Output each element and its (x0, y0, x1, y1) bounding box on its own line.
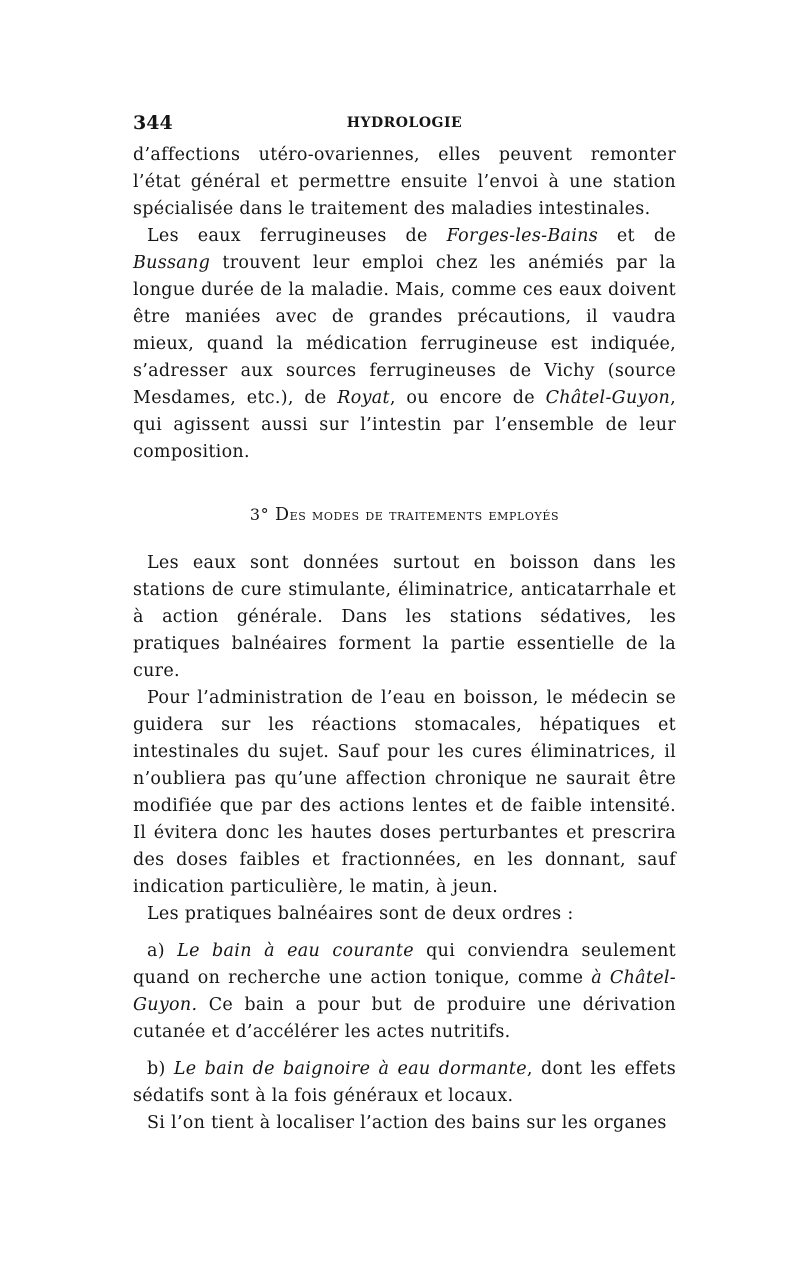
list-item-a (133, 938, 676, 1046)
text-run: , qui agissent aussi sur l’intestin par l’ensemble de leur composition. (133, 388, 676, 462)
section-heading (133, 501, 676, 529)
paragraph-treatment-modes: Les eaux sont données surtout en boisson dans les stations de cure stimulante, éliminatrice, anticatarrhale et à action générale. Dans les stations sédatives, les pratiques balnéaires forment la partie essentielle de la cure. (133, 553, 676, 681)
place-name-chatel-guyon: Châtel-Guyon (545, 388, 671, 408)
book-page (133, 112, 676, 1137)
text-run: trouvent leur emploi chez les anémiés par la longue durée de la maladie. Mais, comme ces eaux doivent être maniées avec de grandes précautions, il vaudra mieux, quand la médication ferrugineuse est indiquée, s’adresser aux sources ferrugineuses de Vichy (source Mesdames, etc.), de (133, 253, 676, 408)
paragraph-continuation: d’affections utéro-ovariennes, elles peuvent remonter l’état général et permettre ensuite l’envoi à une station spécialisée dans le traitement des maladies intestinales. (133, 145, 676, 219)
text-run: , dont les effets sédatifs sont à la fois généraux et locaux. (133, 1059, 676, 1106)
section-heading-initial: D (274, 505, 290, 525)
paragraph-ferruginous-waters (133, 223, 676, 466)
running-title: HYDROLOGIE (346, 115, 463, 131)
term-still-water-bath: Le bain de baignoire à eau dormante (173, 1059, 527, 1079)
text-run: Les eaux ferrugineuses de (147, 226, 447, 246)
running-head (133, 112, 676, 142)
paragraph-bath-types: Les pratiques balnéaires sont de deux ordres : (147, 904, 574, 924)
term-running-water-bath: Le bain à eau courante (177, 941, 414, 961)
text-run: Ce bain a pour but de produire une dérivation cutanée et d’accélérer les actes nutritifs. (133, 995, 676, 1042)
list-label-b: b) (147, 1059, 174, 1079)
place-name-chatel-guyon: à Châtel-Guyon. (133, 968, 676, 1015)
text-run: , ou encore de (389, 388, 546, 408)
list-label-a: a) (147, 941, 178, 961)
list-item-b (133, 1056, 676, 1110)
place-name-forges: Forges-les-Bains (446, 226, 598, 246)
place-name-royat: Royat (337, 388, 390, 408)
place-name-bussang: Bussang (133, 253, 211, 273)
text-run: qui conviendra seulement quand on recherche une action tonique, comme (133, 941, 676, 988)
page-number: 344 (133, 112, 173, 134)
text-run: et de (597, 226, 676, 246)
section-heading-text: es modes de traitements employés (289, 505, 560, 524)
section-number: 3° (249, 505, 270, 524)
paragraph-localised-baths: Si l’on tient à localiser l’action des bains sur les organes (147, 1113, 667, 1133)
paragraph-drinking-cure: Pour l’administration de l’eau en boisson, le médecin se guidera sur les réactions stomacales, hépatiques et intestinales du sujet. Sauf pour les cures éliminatrices, il n’oubliera pas qu’une affection chronique ne saurait être modifiée que par des actions lentes et de faible intensité. Il évitera donc les hautes doses perturbantes et prescrira des doses faibles et fractionnées, en les donnant, sauf indication particulière, le matin, à jeun. (133, 688, 676, 897)
